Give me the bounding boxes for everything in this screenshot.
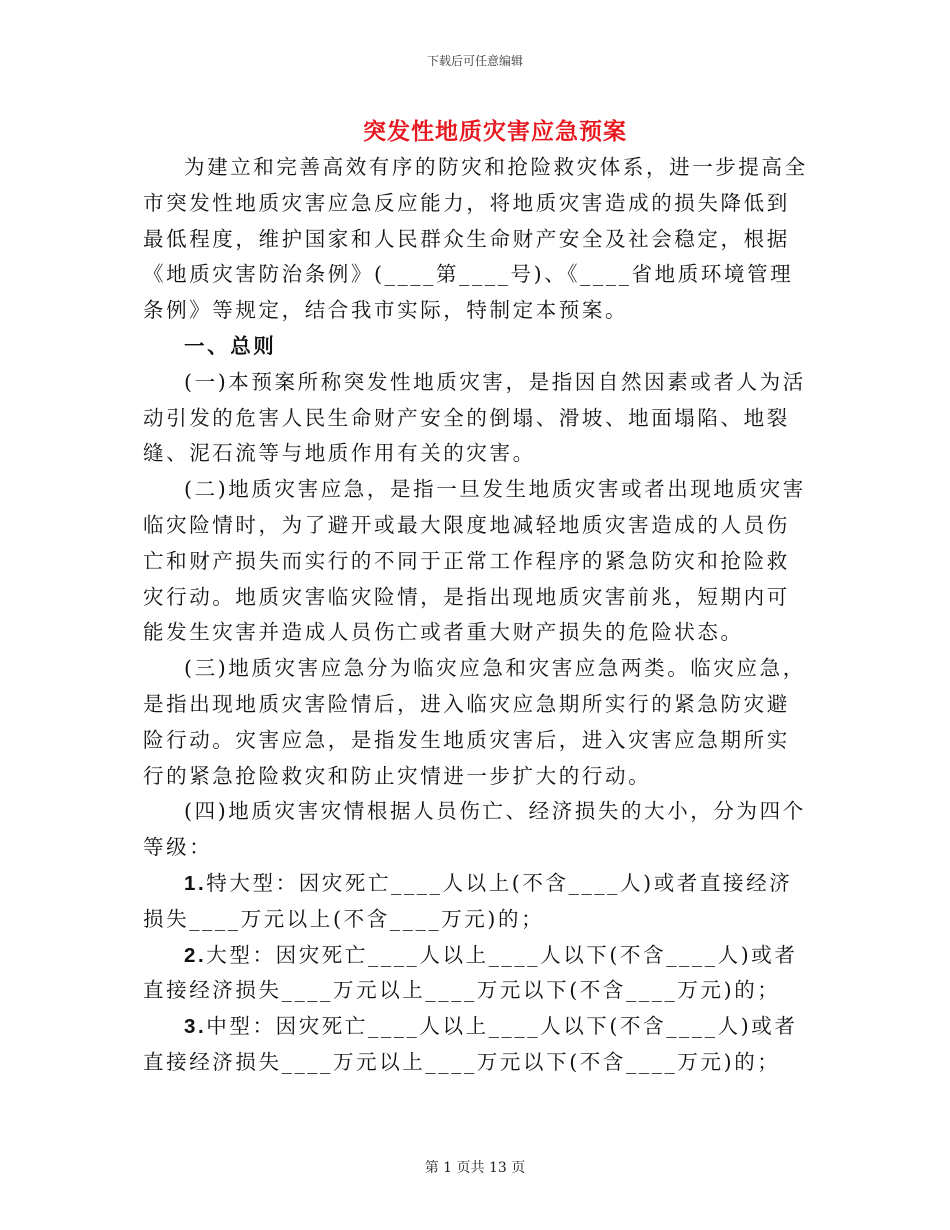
header-note: 下载后可任意编辑: [426, 54, 523, 68]
list-item-number: 3.: [184, 1015, 207, 1039]
paragraph-2: (二)地质灾害应急，是指一旦发生地质灾害或者出现地质灾害临灾险情时，为了避开或最大限度地减轻地质灾害造成的人员伤亡和财产损失而实行的不同于正常工作程序的紧急防灾和抢险救灾行动。地质灾害临灾险情，是指出现地质灾害前兆，短期内可能发生灾害并造成人员伤亡或者重大财产损失的危险状态。: [143, 477, 806, 645]
list-item-large: [143, 938, 808, 1010]
list-item-text: 中型：因灾死亡____人以上____人以下(不含____人)或者直接经济损失____万元以上____万元以下(不含____万元)的；: [143, 1014, 798, 1074]
paragraph-3: (三)地质灾害应急分为临灾应急和灾害应急两类。临灾应急，是指出现地质灾害险情后，进入临灾应急期所实行的紧急防灾避险行动。灾害应急，是指发生地质灾害后，进入灾害应急期所实行的紧急抢险救灾和防止灾情进一步扩大的行动。: [143, 656, 806, 788]
document-title: 突发性地质灾害应急预案: [363, 118, 627, 145]
list-item-extra-large: [143, 866, 808, 938]
list-item-medium: [143, 1009, 808, 1081]
page-number: 第 1 页共 13 页: [424, 1160, 526, 1176]
paragraph-1: (一)本预案所称突发性地质灾害，是指因自然因素或者人为活动引发的危害人民生命财产安全的倒塌、滑坡、地面塌陷、地裂缝、泥石流等与地质作用有关的灾害。: [143, 369, 806, 466]
section-heading-general: 一、总则: [184, 333, 277, 358]
intro-paragraph: 为建立和完善高效有序的防灾和抢险救灾体系，进一步提高全市突发性地质灾害应急反应能力，将地质灾害造成的损失降低到最低程度，维护国家和人民群众生命财产安全及社会稳定，根据《地质灾害防治条例》(____第____号)、《____省地质环境管理条例》等规定，结合我市实际，特制定本预案。: [143, 155, 808, 323]
list-item-number: 2.: [184, 943, 207, 967]
document-body: [143, 150, 808, 1081]
paragraph-4: (四)地质灾害灾情根据人员伤亡、经济损失的大小，分为四个等级：: [143, 799, 806, 860]
list-item-number: 1.: [184, 871, 207, 895]
list-item-text: 大型：因灾死亡____人以上____人以下(不含____人)或者直接经济损失____万元以上____万元以下(不含____万元)的；: [143, 942, 798, 1003]
list-item-text: 特大型：因灾死亡____人以上(不含____人)或者直接经济损失____万元以上(不含____万元)的；: [143, 870, 793, 931]
